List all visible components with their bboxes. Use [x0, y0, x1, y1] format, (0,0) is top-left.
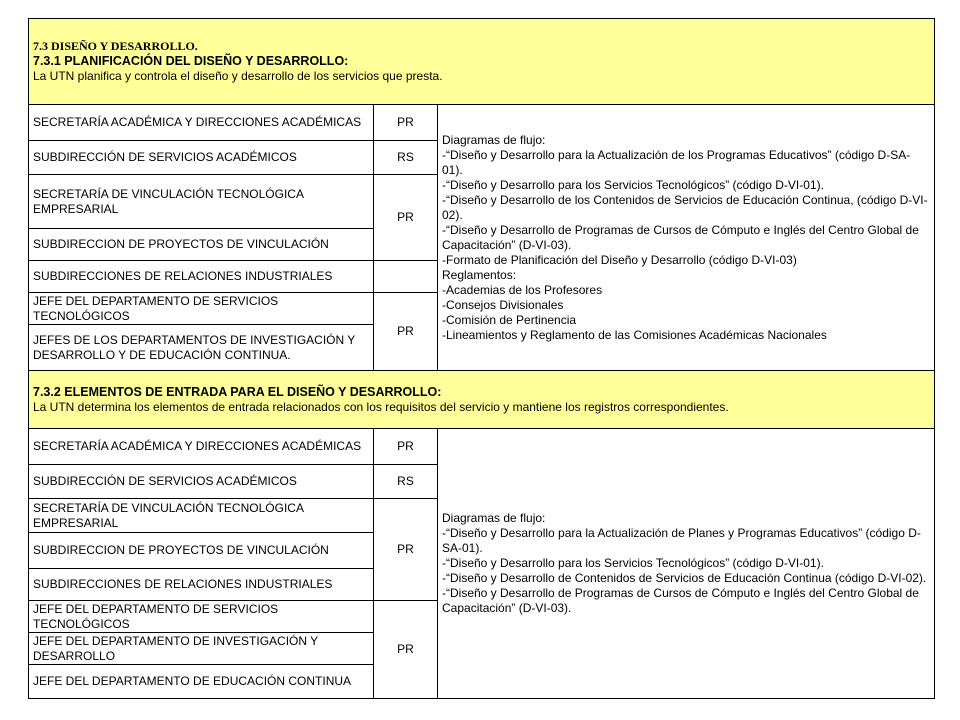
code-cell: PR [374, 293, 438, 371]
code-cell: RS [374, 465, 438, 499]
role-cell: SUBDIRECCION DE PROYECTOS DE VINCULACIÓN [29, 533, 374, 569]
documents-cell [438, 429, 935, 699]
role-cell: JEFE DEL DEPARTAMENTO DE EDUCACIÓN CONTINUA [29, 665, 374, 699]
responsibility-matrix [28, 18, 935, 699]
code-cell: PR [374, 105, 438, 141]
role-cell: SECRETARÍA ACADÉMICA Y DIRECCIONES ACADÉMICAS [29, 429, 374, 465]
docs-line: -Academias de los Profesores [442, 282, 603, 297]
docs-line: -“Diseño y Desarrollo para la Actualización de los Programas Educativos” (código D-SA-01). [442, 147, 911, 177]
role-cell: SECRETARÍA DE VINCULACIÓN TECNOLÓGICA EMPRESARIAL [29, 499, 374, 533]
role-cell: SECRETARÍA ACADÉMICA Y DIRECCIONES ACADÉMICAS [29, 105, 374, 141]
code-cell [374, 261, 438, 293]
section-2-header [29, 371, 935, 429]
docs-line: -“Diseño y Desarrollo para los Servicios Tecnológicos” (código D-VI-01). [442, 556, 824, 570]
documents-cell [438, 105, 935, 371]
role-cell: SUBDIRECCION DE PROYECTOS DE VINCULACIÓN [29, 229, 374, 261]
role-cell: SECRETARÍA DE VINCULACIÓN TECNOLÓGICA EMPRESARIAL [29, 175, 374, 229]
role-cell: JEFE DEL DEPARTAMENTO DE SERVICIOS TECNOLÓGICOS [29, 293, 374, 325]
role-cell: JEFES DE LOS DEPARTAMENTOS DE INVESTIGACIÓN Y DESARROLLO Y DE EDUCACIÓN CONTINUA. [29, 325, 374, 371]
section-1-header [29, 19, 935, 105]
docs-line: Diagramas de flujo: [442, 511, 546, 525]
docs-line: -“Diseño y Desarrollo de Programas de Cursos de Cómputo e Inglés del Centro Global de Capacitación” (D-VI-03). [442, 586, 919, 615]
docs-line: -Formato de Planificación del Diseño y Desarrollo (código D-VI-03) [442, 252, 797, 267]
code-cell: PR [374, 499, 438, 601]
section-description: La UTN determina los elementos de entrada relacionados con los requisitos del servicio y mantiene los registros correspondientes. [33, 399, 729, 414]
code-cell: RS [374, 141, 438, 175]
code-cell: PR [374, 601, 438, 699]
docs-line: -“Diseño y Desarrollo para la Actualización de Planes y Programas Educativos” (código D-SA-01). [442, 526, 921, 555]
section-subheading: 7.3.1 PLANIFICACIÓN DEL DISEÑO Y DESARROLLO: [33, 54, 349, 68]
role-cell: SUBDIRECCIÓN DE SERVICIOS ACADÉMICOS [29, 465, 374, 499]
role-cell: JEFE DEL DEPARTAMENTO DE INVESTIGACIÓN Y DESARROLLO [29, 633, 374, 665]
docs-line: -Comisión de Pertinencia [442, 312, 577, 327]
role-cell: SUBDIRECCIONES DE RELACIONES INDUSTRIALES [29, 261, 374, 293]
section-subheading: 7.3.2 ELEMENTOS DE ENTRADA PARA EL DISEÑO Y DESARROLLO: [33, 384, 442, 399]
docs-line: Diagramas de flujo: [442, 132, 546, 147]
docs-line: -“Diseño y Desarrollo de los Contenidos de Servicios de Educación Continua, (código D-VI-02). [442, 192, 928, 222]
role-cell: SUBDIRECCIÓN DE SERVICIOS ACADÉMICOS [29, 141, 374, 175]
role-cell: SUBDIRECCIONES DE RELACIONES INDUSTRIALES [29, 569, 374, 601]
docs-line: -Consejos Divisionales [442, 297, 564, 312]
docs-line: Reglamentos: [442, 267, 517, 282]
section-heading: 7.3 DISEÑO Y DESARROLLO. [33, 39, 198, 53]
role-cell: JEFE DEL DEPARTAMENTO DE SERVICIOS TECNOLÓGICOS [29, 601, 374, 633]
section-description: La UTN planifica y controla el diseño y desarrollo de los servicios que presta. [33, 69, 443, 83]
code-cell: PR [374, 175, 438, 261]
docs-line: -“Diseño y Desarrollo de Programas de Cursos de Cómputo e Inglés del Centro Global de Capacitación” (D-VI-03). [442, 222, 919, 252]
docs-line: -“Diseño y Desarrollo de Contenidos de Servicios de Educación Continua (código D-VI-02). [442, 571, 927, 585]
docs-line: -Lineamientos y Reglamento de las Comisiones Académicas Nacionales [442, 327, 827, 342]
docs-line: -“Diseño y Desarrollo para los Servicios Tecnológicos” (código D-VI-01). [442, 177, 824, 192]
code-cell: PR [374, 429, 438, 465]
